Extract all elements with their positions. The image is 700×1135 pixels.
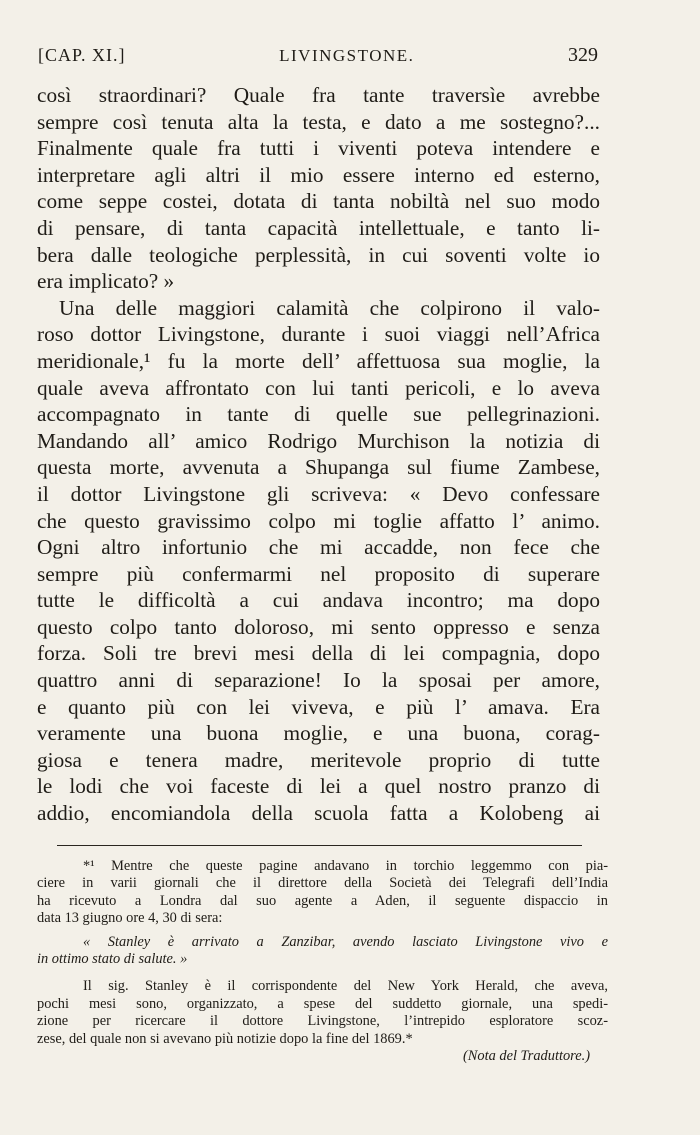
text-line: giosa e tenera madre, meritevole proprio di tutte xyxy=(37,747,600,772)
footnote-divider xyxy=(57,845,582,846)
text-line: forza. Soli tre brevi mesi della di lei compagnia, dopo xyxy=(37,641,600,666)
text-line: sempre così tenuta alta la testa, e dato a me sostegno?... xyxy=(37,109,600,134)
text-line: era implicato? » xyxy=(37,269,175,294)
body-text xyxy=(37,82,600,827)
text-line: interpretare agli altri il mio essere interno ed esterno, xyxy=(37,162,600,187)
text-line: e quanto più con lei viveva, e più l’ amava. Era xyxy=(37,694,600,719)
text-line: il dottor Livingstone gli scriveva: « Devo confessare xyxy=(37,481,600,506)
text-line: Mandando all’ amico Rodrigo Murchison la notizia di xyxy=(37,428,600,453)
translator-note-signature: (Nota del Traduttore.) xyxy=(463,1047,590,1064)
chapter-label: [CAP. XI.] xyxy=(38,45,126,65)
footnote-line: ha ricevuto a Londra dal suo agente a Aden, il seguente dispaccio in xyxy=(37,892,608,909)
footnote-line: pochi mesi sono, organizzato, a spese del suddetto giornale, una spedi- xyxy=(37,995,608,1012)
footnote-line: data 13 giugno ore 4, 30 di sera: xyxy=(37,910,223,927)
running-title: LIVINGSTONE. xyxy=(279,46,415,65)
text-line: veramente una buona moglie, e una buona, corag- xyxy=(37,721,600,746)
telegram-line: in ottimo stato di salute. » xyxy=(37,950,188,967)
telegram-line: « Stanley è arrivato a Zanzibar, avendo lasciato Livingstone vivo e xyxy=(83,933,608,950)
text-line: Finalmente quale fra tutti i viventi poteva intendere e xyxy=(37,136,600,161)
text-line: di pensare, di tanta capacità intellettuale, e tanto li- xyxy=(37,215,600,240)
footnote-line: *¹ Mentre che queste pagine andavano in torchio leggemmo con pia- xyxy=(83,858,608,874)
text-line: le lodi che voi faceste di lei a quel nostro pranzo di xyxy=(37,774,600,799)
footnote-line: Il sig. Stanley è il corrispondente del New York Herald, che aveva, xyxy=(83,978,608,995)
text-line: roso dottor Livingstone, durante i suoi viaggi nell’Africa xyxy=(37,322,600,347)
text-line: Ogni altro infortunio che mi accadde, non fece che xyxy=(37,535,600,560)
text-line: addio, encomiandola della scuola fatta a Kolobeng ai xyxy=(37,801,600,826)
text-line: come seppe costei, dotata di tanta nobiltà nel suo modo xyxy=(37,189,600,214)
spacer xyxy=(37,968,608,978)
footnote-line: ciere in varii giornali che il direttore della Società dei Telegrafi dell’India xyxy=(37,875,608,892)
footnote xyxy=(37,858,608,1065)
text-line: Una delle maggiori calamità che colpirono il valo- xyxy=(59,295,600,320)
text-line: questo colpo tanto doloroso, mi sento oppresso e senza xyxy=(37,614,600,639)
text-line: tutte le difficoltà a cui andava incontro; ma dopo xyxy=(37,588,600,613)
text-line: così straordinari? Quale fra tante traversìe avrebbe xyxy=(37,83,600,107)
text-line: meridionale,¹ fu la morte dell’ affettuosa sua moglie, la xyxy=(37,348,600,373)
page-header xyxy=(38,44,598,67)
footnote-line: zese, del quale non si avevano più notizie dopo la fine del 1869.* xyxy=(37,1030,413,1047)
text-line: bera dalle teologiche perplessità, in cui soventi volte io xyxy=(37,242,600,267)
footnote-line: zione per ricercare il dottore Livingstone, l’intrepido esploratore scoz- xyxy=(37,1013,608,1030)
text-line: quale aveva affrontato con lui tanti pericoli, e lo aveva xyxy=(37,375,600,400)
text-line: che questo gravissimo colpo mi toglie affatto l’ animo. xyxy=(37,508,600,533)
page-number: 329 xyxy=(568,44,598,66)
text-line: sempre più confermarmi nel proposito di superare xyxy=(37,561,600,586)
text-line: quattro anni di separazione! Io la sposai per amore, xyxy=(37,668,600,693)
text-line: accompagnato in tante di quelle sue pellegrinazioni. xyxy=(37,402,600,427)
text-line: questa morte, avvenuta a Shupanga sul fiume Zambese, xyxy=(37,455,600,480)
